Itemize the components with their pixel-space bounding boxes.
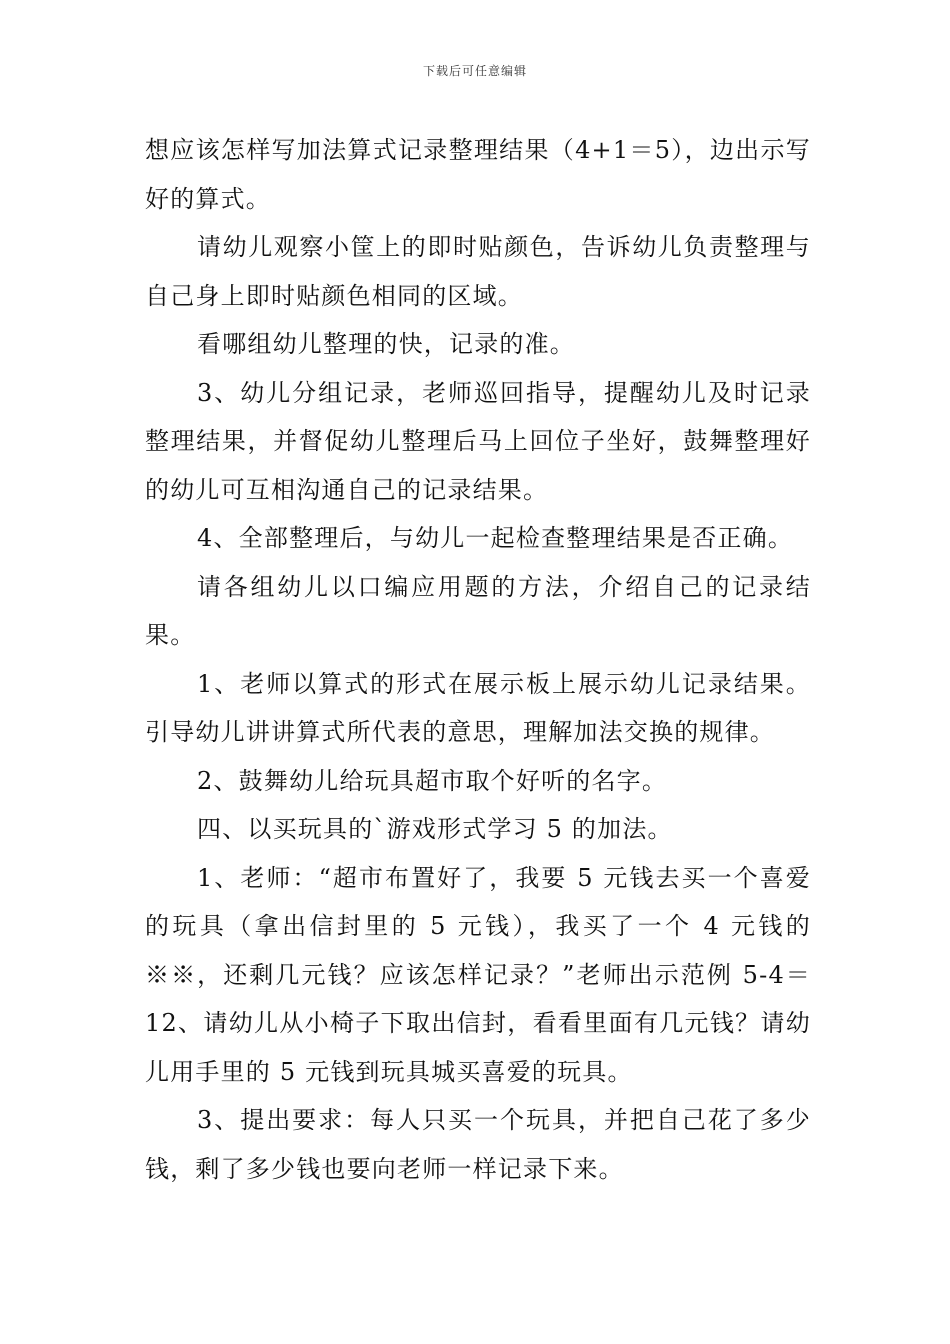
paragraph-1: 想应该怎样写加法算式记录整理结果（4+1＝5），边出示写好的算式。 <box>145 136 811 213</box>
page-header-note: 下载后可任意编辑 <box>422 64 527 78</box>
paragraph-10: 1、老师：“超市布置好了，我要 5 元钱去买一个喜爱的玩具（拿出信封里的 5 元钱），我买了一个 4 元钱的※※，还剩几元钱？应该怎样记录？”老师出示范例 5-4＝12、请幼儿从小椅子下取出信封，看看里面有几元钱？请幼儿用手里的 5 元钱到玩具城买喜爱的玩具。 <box>145 863 811 1086</box>
paragraph-8: 2、鼓舞幼儿给玩具超市取个好听的名字。 <box>197 766 668 795</box>
paragraph-11: 3、提出要求：每人只买一个玩具，并把自己花了多少钱，剩了多少钱也要向老师一样记录下来。 <box>145 1106 811 1183</box>
document-body <box>145 126 811 1193</box>
paragraph-3: 看哪组幼儿整理的快，记录的准。 <box>197 330 575 358</box>
paragraph-4: 3、幼儿分组记录，老师巡回指导，提醒幼儿及时记录整理结果，并督促幼儿整理后马上回位子坐好，鼓舞整理好的幼儿可互相沟通自己的记录结果。 <box>145 378 811 504</box>
paragraph-5: 4、全部整理后，与幼儿一起检查整理结果是否正确。 <box>197 524 794 552</box>
paragraph-2: 请幼儿观察小筐上的即时贴颜色，告诉幼儿负责整理与自己身上即时贴颜色相同的区域。 <box>145 233 811 310</box>
paragraph-6: 请各组幼儿以口编应用题的方法，介绍自己的记录结果。 <box>145 572 811 649</box>
paragraph-9: 四、以买玩具的`游戏形式学习 5 的加法。 <box>197 815 673 843</box>
paragraph-7: 1、老师以算式的形式在展示板上展示幼儿记录结果。引导幼儿讲讲算式所代表的意思，理解加法交换的规律。 <box>145 669 811 746</box>
